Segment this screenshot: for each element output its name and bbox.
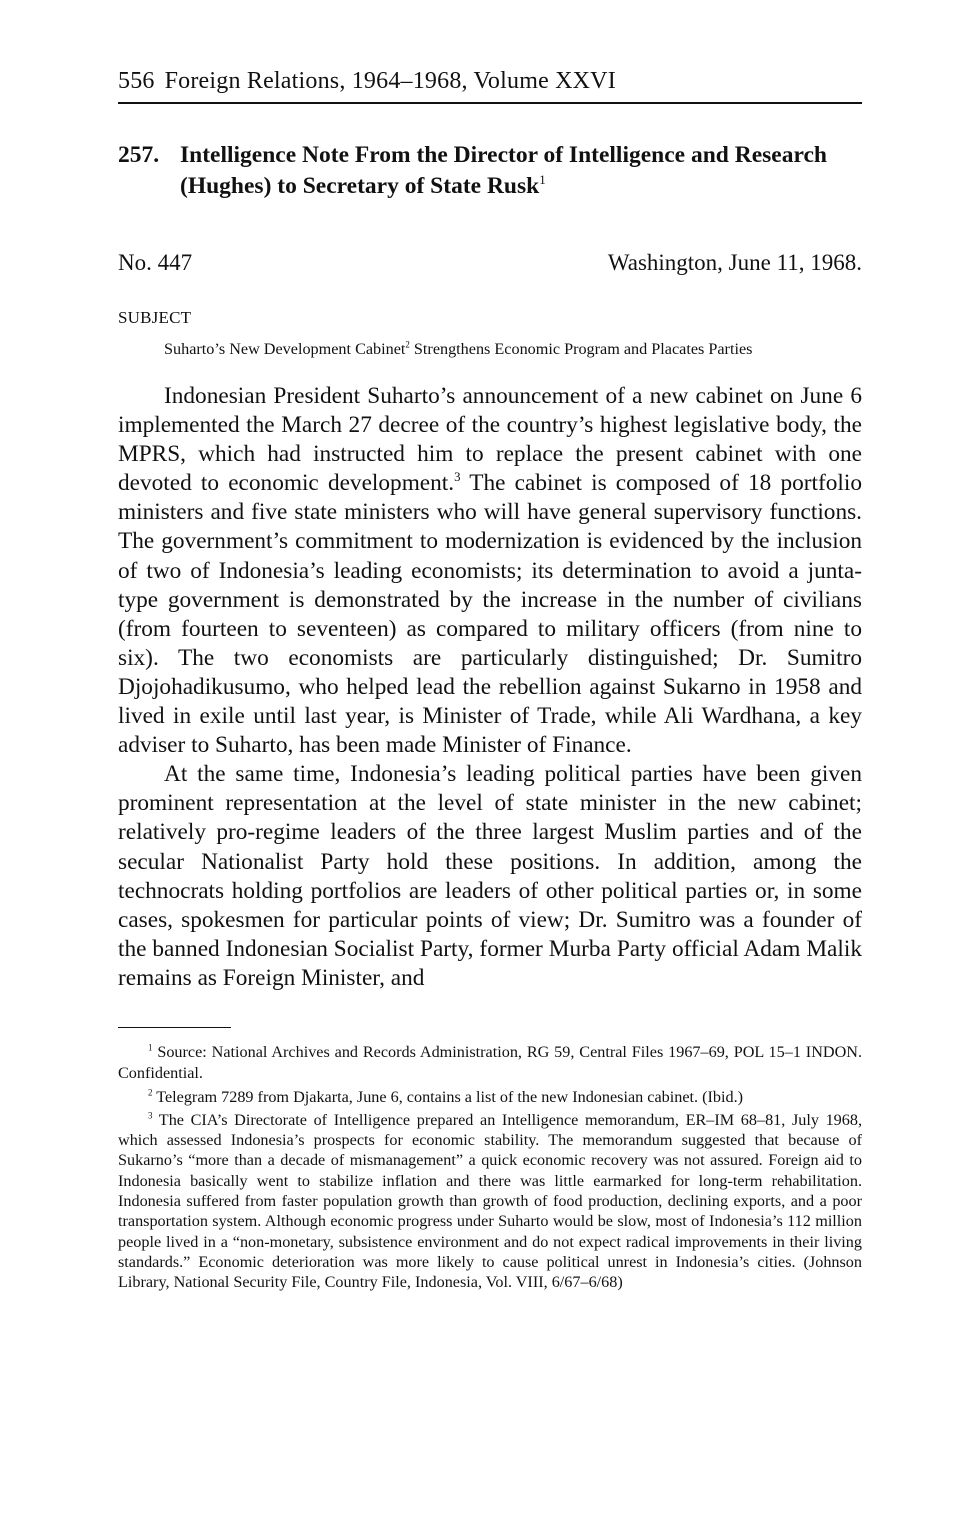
footnote-ref-1[interactable]: 1 [539, 172, 546, 188]
document-number: 257. [118, 142, 160, 168]
footnote-marker: 1 [148, 1042, 153, 1053]
document-page [118, 66, 862, 1295]
footnote-ref-3[interactable]: 3 [454, 470, 461, 485]
note-number: No. 447 [118, 250, 193, 275]
paragraph-text: The cabinet is composed of 18 portfolio ministers and five state ministers who will have general supervisory functions. The government’s commitment to modernization is evidenced by the inclusion of two of Indonesia’s leading economists; its determination to avoid a junta-type government is demonstrated by the increase in the number of civilians (from fourteen to seventeen) as compared to military officers (from nine to six). The two economists are particularly distinguished; Dr. Sumitro Djojohadikusumo, who helped lead the rebellion against Sukarno in 1958 and lived in exile until last year, is Minister of Trade, while Ali Wardhana, a key adviser to Suharto, has been made Minister of Finance. [118, 470, 863, 759]
footnote [118, 1110, 862, 1293]
paragraph-text: Indonesian President Suharto’s announcement of a new cabinet on June 6 implemented the March 27 decree of the country’s highest legislative body, the MPRS, which had instructed him to replace the present cabinet with one devoted to economic development. [118, 383, 862, 497]
subject-text-part: Strengthens Economic Program and Placates Parties [409, 340, 753, 358]
subject-label: SUBJECT [118, 308, 192, 327]
page-number: 556 [118, 68, 155, 94]
running-header [118, 66, 862, 104]
footnote [118, 1087, 862, 1108]
footnote-text: Telegram 7289 from Djakarta, June 6, contains a list of the new Indonesian cabinet. (Ibid.) [152, 1087, 744, 1106]
place-date: Washington, June 11, 1968. [607, 250, 862, 275]
document-meta [118, 248, 862, 278]
footnote-ref-2[interactable]: 2 [405, 339, 410, 350]
paragraph: At the same time, Indonesia’s leading political parties have been given prominent representation at the level of state minister in the new cabinet; relatively pro-regime leaders of the three largest Muslim parties and of the secular Nationalist Party hold these positions. In addition, among the technocrats holding portfolios are leaders of other political parties or, in some cases, spokesmen for particular points of view; Dr. Sumitro was a founder of the banned Indonesian Socialist Party, former Murba Party official Adam Malik remains as Foreign Minister, and [118, 761, 862, 991]
footnote-divider [118, 1027, 231, 1028]
footnote-marker: 2 [148, 1087, 153, 1098]
footnote-text: Source: National Archives and Records Administration, RG 59, Central Files 1967–69, POL 15–1 INDON. Confidential. [118, 1042, 862, 1083]
document-heading [118, 140, 862, 202]
footnote-marker: 3 [148, 1110, 153, 1121]
body-text [118, 382, 862, 993]
document-title [180, 140, 862, 202]
document-title-text: Intelligence Note From the Director of Intelligence and Research (Hughes) to Secretary of State Rusk [180, 142, 827, 199]
volume-title: Foreign Relations, 1964–1968, Volume XXVI [164, 68, 616, 94]
footnotes [118, 1042, 862, 1293]
subject-text [164, 339, 862, 360]
subject-text-part: Suharto’s New Development Cabinet [164, 340, 406, 358]
footnote-text: The CIA’s Directorate of Intelligence prepared an Intelligence memorandum, ER–IM 68–81, July 1968, which assessed Indonesia’s prospects for economic stability. The memorandum suggested that because of Sukarno’s “more than a decade of mismanagement” a quick economic recovery was not assured. Foreign aid to Indonesia basically went to stabilize inflation and there was little earmarked for long-term rehabilitation. Indonesia suffered from faster population growth than growth of food production, declining exports, and a poor transportation system. Although economic progress under Suharto would be slow, most of Indonesia’s 112 million people lived in a “non-monetary, subsistence environment and do not expect radical improvements in their living standards.” Economic deterioration was more likely to cause political unrest in Indonesia’s cities. (Johnson Library, National Security File, Country File, Indonesia, Vol. VIII, 6/67–6/68) [118, 1110, 862, 1292]
paragraph [118, 382, 862, 760]
footnote [118, 1042, 862, 1085]
